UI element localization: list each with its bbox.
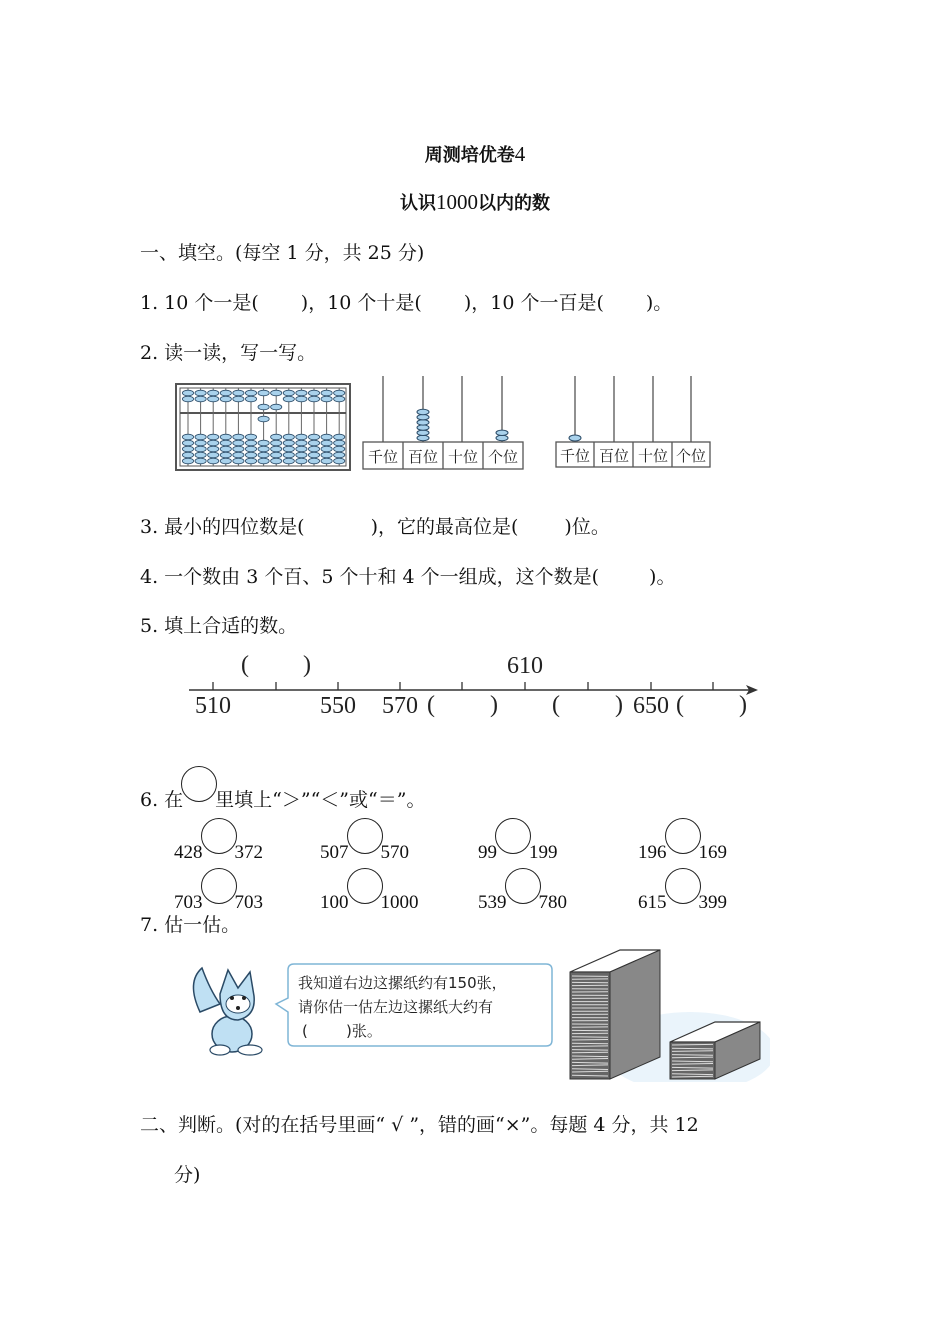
number-label: 570 xyxy=(382,693,418,719)
bead xyxy=(321,390,332,396)
bead xyxy=(182,452,193,458)
bead xyxy=(334,458,345,464)
bead xyxy=(308,396,319,402)
compare-right-number: 199 xyxy=(529,842,558,863)
bead xyxy=(195,396,206,402)
bead xyxy=(258,452,269,458)
bead xyxy=(208,396,219,402)
counting-frame-1 xyxy=(363,376,523,469)
bead xyxy=(496,430,508,435)
suanpan-abacus xyxy=(176,384,350,470)
fox-mascot-icon xyxy=(193,968,262,1055)
comparison-item xyxy=(174,818,263,864)
bead xyxy=(334,452,345,458)
bead xyxy=(220,396,231,402)
comparison-item xyxy=(174,868,263,914)
bead xyxy=(296,390,307,396)
bead xyxy=(296,434,307,440)
bead xyxy=(271,446,282,452)
speech-line-3: )张。 xyxy=(346,1022,382,1040)
bead xyxy=(195,446,206,452)
compare-circle-input[interactable] xyxy=(495,818,531,854)
comparison-item xyxy=(638,818,727,864)
bead xyxy=(321,458,332,464)
comparison-item xyxy=(478,868,567,914)
q6-part-b: 里填上“＞”“＜”或“＝”。 xyxy=(215,789,426,811)
bead xyxy=(208,446,219,452)
bead xyxy=(296,446,307,452)
bead xyxy=(296,396,307,402)
bead xyxy=(283,434,294,440)
q3-part-c: )位。 xyxy=(564,516,610,538)
section2-heading-line2: 分) xyxy=(174,1164,201,1186)
speech-paren-open[interactable]: ( xyxy=(302,1022,308,1040)
q4-part-a: 4. 一个数由 3 个百、5 个十和 4 个一组成，这个数是( xyxy=(140,566,600,588)
bead xyxy=(245,440,256,446)
compare-circle-input[interactable] xyxy=(665,818,701,854)
bead xyxy=(334,446,345,452)
q3-part-a: 3. 最小的四位数是( xyxy=(140,516,305,538)
bead xyxy=(258,446,269,452)
bead xyxy=(308,390,319,396)
bead xyxy=(283,390,294,396)
bead xyxy=(271,434,282,440)
bead xyxy=(182,458,193,464)
bead xyxy=(233,390,244,396)
bead xyxy=(233,434,244,440)
compare-circle-input[interactable] xyxy=(347,818,383,854)
bead xyxy=(245,446,256,452)
question-1 xyxy=(140,288,672,315)
paren-close[interactable]: ) xyxy=(490,692,498,718)
bead xyxy=(308,458,319,464)
compare-circle-input[interactable] xyxy=(505,868,541,904)
circle-blank-icon xyxy=(181,766,217,802)
bead xyxy=(271,458,282,464)
bead xyxy=(182,434,193,440)
comparison-item xyxy=(478,818,558,864)
compare-left-number: 615 xyxy=(638,892,667,913)
bead xyxy=(283,440,294,446)
paren-open[interactable]: ( xyxy=(552,692,560,718)
bead xyxy=(220,390,231,396)
bead xyxy=(258,416,269,422)
q1-part-a: 1. 10 个一是( xyxy=(140,292,259,314)
compare-left-number: 196 xyxy=(638,842,667,863)
compare-circle-input[interactable] xyxy=(201,818,237,854)
place-label-thousands: 千位 xyxy=(367,448,399,466)
page-title xyxy=(0,141,950,167)
bead xyxy=(321,452,332,458)
bead xyxy=(296,452,307,458)
bead xyxy=(220,458,231,464)
bead xyxy=(220,446,231,452)
paren-close[interactable]: ) xyxy=(615,692,623,718)
bead xyxy=(245,390,256,396)
comparison-item xyxy=(638,868,727,914)
bead xyxy=(220,440,231,446)
bead xyxy=(195,458,206,464)
bead xyxy=(417,435,429,440)
compare-right-number: 703 xyxy=(234,892,263,913)
question-7-label: 7. 估一估。 xyxy=(140,914,241,936)
bead xyxy=(271,390,282,396)
bead xyxy=(258,440,269,446)
page-subtitle xyxy=(0,189,950,215)
compare-left-number: 99 xyxy=(478,842,497,863)
subtitle-text-b: 以内的数 xyxy=(478,193,550,214)
number-label: 550 xyxy=(320,693,356,719)
compare-right-number: 399 xyxy=(698,892,727,913)
bead xyxy=(308,446,319,452)
bead xyxy=(233,396,244,402)
bead xyxy=(283,458,294,464)
comparison-item xyxy=(320,868,419,914)
compare-right-number: 169 xyxy=(698,842,727,863)
bead xyxy=(208,440,219,446)
compare-right-number: 372 xyxy=(234,842,263,863)
bead xyxy=(195,434,206,440)
bead xyxy=(208,452,219,458)
speech-line-1: 我知道右边这摞纸约有150张， xyxy=(298,974,507,992)
speech-bubble xyxy=(276,964,552,1046)
bead xyxy=(245,458,256,464)
bead xyxy=(308,452,319,458)
number-label: 650 xyxy=(633,693,669,719)
bead xyxy=(283,452,294,458)
paren-close[interactable]: ) xyxy=(303,652,311,678)
question-3 xyxy=(140,512,610,539)
compare-right-number: 780 xyxy=(538,892,567,913)
bead xyxy=(182,396,193,402)
speech-line-2: 请你估一估左边这摞纸大约有 xyxy=(298,998,494,1016)
bead xyxy=(233,452,244,458)
comparison-item xyxy=(320,818,409,864)
bead xyxy=(220,452,231,458)
paren-open[interactable]: ( xyxy=(676,692,684,718)
number-label: 610 xyxy=(507,653,543,679)
paren-open[interactable]: ( xyxy=(241,652,249,678)
place-label-ones: 个位 xyxy=(675,447,707,465)
bead xyxy=(417,409,429,414)
bead xyxy=(334,396,345,402)
bead xyxy=(195,440,206,446)
place-label-hundreds: 百位 xyxy=(407,448,439,466)
bead xyxy=(321,440,332,446)
section1-heading: 一、填空。(每空 1 分，共 25 分) xyxy=(140,242,425,264)
number-line xyxy=(185,648,765,724)
place-label-tens: 十位 xyxy=(447,448,479,466)
bead xyxy=(258,404,269,410)
bead xyxy=(496,435,508,440)
number-label: 510 xyxy=(195,693,231,719)
bead xyxy=(334,440,345,446)
bead xyxy=(296,458,307,464)
compare-right-number: 570 xyxy=(380,842,409,863)
place-label-hundreds: 百位 xyxy=(598,447,630,465)
bead xyxy=(296,440,307,446)
title-text: 周测培优卷 xyxy=(424,145,515,166)
compare-left-number: 507 xyxy=(320,842,349,863)
bead xyxy=(271,452,282,458)
bead xyxy=(321,446,332,452)
bead xyxy=(233,440,244,446)
bead xyxy=(245,452,256,458)
bead xyxy=(308,440,319,446)
bead xyxy=(569,435,581,441)
bead xyxy=(417,420,429,425)
paren-close[interactable]: ) xyxy=(739,692,747,718)
q3-part-b: )，它的最高位是( xyxy=(370,516,519,538)
question-6 xyxy=(140,766,425,812)
bead xyxy=(245,434,256,440)
bead xyxy=(283,446,294,452)
bead xyxy=(182,390,193,396)
question-5-label: 5. 填上合适的数。 xyxy=(140,615,298,637)
bead xyxy=(208,390,219,396)
compare-left-number: 539 xyxy=(478,892,507,913)
bead xyxy=(417,430,429,435)
bead xyxy=(208,434,219,440)
question-4 xyxy=(140,562,675,589)
bead xyxy=(417,425,429,430)
bead xyxy=(283,396,294,402)
place-label-thousands: 千位 xyxy=(559,447,591,465)
counting-frame-2 xyxy=(556,376,710,467)
section2-heading-line1: 二、判断。(对的在括号里画“ √ ”，错的画“×”。每题 4 分，共 12 xyxy=(140,1114,699,1136)
question-2-label: 2. 读一读，写一写。 xyxy=(140,342,317,364)
bead xyxy=(334,434,345,440)
compare-circle-input[interactable] xyxy=(347,868,383,904)
bead xyxy=(195,452,206,458)
bead xyxy=(182,446,193,452)
place-label-ones: 个位 xyxy=(487,448,519,466)
bead xyxy=(220,434,231,440)
bead xyxy=(321,396,332,402)
q1-part-b: )，10 个十是( xyxy=(300,292,422,314)
compare-right-number: 1000 xyxy=(380,892,419,913)
bead xyxy=(208,458,219,464)
bead xyxy=(308,434,319,440)
abacus-figures xyxy=(170,372,730,477)
compare-left-number: 703 xyxy=(174,892,203,913)
subtitle-number: 1000 xyxy=(436,190,478,214)
compare-circle-input[interactable] xyxy=(201,868,237,904)
estimation-figure xyxy=(180,942,770,1082)
q1-part-c: )，10 个一百是( xyxy=(463,292,604,314)
q1-part-d: )。 xyxy=(645,292,673,314)
bead xyxy=(271,440,282,446)
bead xyxy=(334,390,345,396)
bead xyxy=(195,390,206,396)
title-number: 4 xyxy=(514,142,526,166)
bead xyxy=(258,458,269,464)
bead xyxy=(245,396,256,402)
bead xyxy=(321,434,332,440)
compare-left-number: 100 xyxy=(320,892,349,913)
bead xyxy=(233,446,244,452)
bead xyxy=(271,404,282,410)
paren-open[interactable]: ( xyxy=(427,692,435,718)
bead xyxy=(233,458,244,464)
compare-circle-input[interactable] xyxy=(665,868,701,904)
q4-part-b: )。 xyxy=(649,566,676,588)
subtitle-text-a: 认识 xyxy=(400,193,436,214)
q6-part-a: 6. 在 xyxy=(140,789,184,811)
bead xyxy=(258,390,269,396)
bead xyxy=(417,415,429,420)
large-paper-stack-icon xyxy=(570,950,660,1079)
bead xyxy=(182,440,193,446)
place-label-tens: 十位 xyxy=(637,447,669,465)
compare-left-number: 428 xyxy=(174,842,203,863)
